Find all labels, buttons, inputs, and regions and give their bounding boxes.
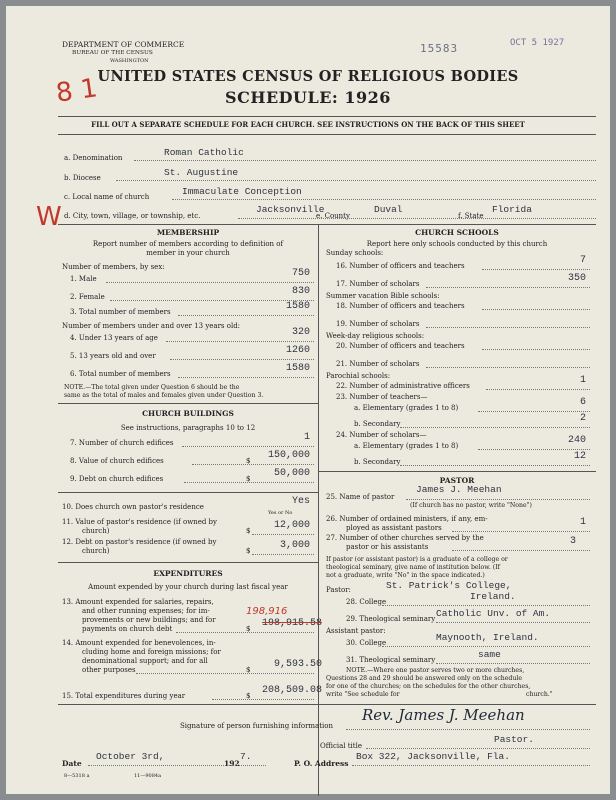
q30-value: Maynooth, Ireland. — [436, 632, 539, 643]
q8-label: 8. Value of church edifices — [70, 457, 164, 465]
q13-value: 198,915.58 — [261, 618, 322, 629]
state-label: f. State — [458, 212, 484, 220]
q20-label: 20. Number of officers and teachers — [336, 342, 465, 350]
q5-label: 5. 13 years old and over — [70, 352, 156, 360]
official-title-label: Official title — [320, 742, 362, 750]
buildings-title: CHURCH BUILDINGS — [142, 409, 234, 418]
q2-value: 830 — [291, 286, 310, 297]
diocese-label: b. Diocese — [64, 174, 101, 182]
q24a-value: 240 — [567, 435, 586, 446]
q9-value: 50,000 — [273, 468, 310, 479]
q2-label: 2. Female — [70, 293, 105, 301]
sunday-label: Sunday schools: — [326, 249, 384, 257]
schedule-title: SCHEDULE: 1926 — [225, 88, 391, 107]
grad-note-2: theological seminary, give name of institution below. (If — [326, 564, 500, 571]
year-prefix: 192 — [224, 759, 240, 768]
q22-label: 22. Number of administrative officers — [336, 382, 470, 390]
dollar-sign: $ — [246, 527, 251, 535]
q14-label-3: denominational support; and for all — [82, 657, 208, 665]
schools-sub: Report here only schools conducted by this church — [366, 240, 548, 248]
q15-label: 15. Total expenditures during year — [62, 692, 186, 700]
weekday-label: Week-day religious schools: — [326, 332, 425, 340]
q21-label: 21. Number of scholars — [336, 360, 420, 368]
q13-label-4: payments on church debt — [82, 625, 173, 633]
q29-label: 29. Theological seminary — [346, 615, 436, 623]
q9-label: 9. Debt on church edifices — [70, 475, 164, 483]
red-mark-w: W — [36, 202, 62, 232]
q17-value: 350 — [567, 273, 586, 284]
q26-label-2: ployed as assistant pastors — [346, 524, 442, 532]
q22-value: 1 — [579, 375, 586, 386]
bureau-label: BUREAU OF THE CENSUS — [72, 50, 153, 56]
dollar-sign: $ — [246, 625, 251, 633]
local-name-label: c. Local name of church — [64, 193, 150, 201]
q6-label: 6. Total number of members — [70, 370, 171, 378]
city-label: WASHINGTON — [110, 58, 149, 64]
expenditures-title: EXPENDITURES — [153, 569, 223, 578]
q27-value: 3 — [569, 536, 576, 547]
q19-label: 19. Number of scholars — [336, 320, 420, 328]
q23a-label: a. Elementary (grades 1 to 8) — [354, 404, 459, 412]
q28-value-1: St. Patrick's College, — [386, 580, 512, 591]
form-number: 8—5318 a — [64, 773, 90, 779]
q11-label-1: 11. Value of pastor's residence (if owned by — [62, 518, 217, 526]
date-value: October 3rd, — [96, 751, 165, 762]
q25-label: 25. Name of pastor — [326, 493, 395, 501]
county-value: Duval — [374, 204, 403, 215]
signature-label: Signature of person furnishing information — [180, 722, 334, 730]
city-value: Jacksonville — [256, 204, 325, 215]
q23a-value: 6 — [579, 397, 586, 408]
by-sex-label: Number of members, by sex: — [62, 263, 165, 271]
county-label: e. County — [316, 212, 350, 220]
expenditures-sub: Amount expended by your church during last fiscal year — [88, 583, 288, 591]
q23-label: 23. Number of teachers— — [336, 393, 428, 401]
dollar-sign: $ — [246, 475, 251, 483]
official-title-value: Pastor. — [494, 734, 534, 745]
q26-value: 1 — [579, 517, 586, 528]
dollar-sign: $ — [246, 692, 251, 700]
q24b-label: b. Secondary — [354, 458, 401, 466]
dept-label: DEPARTMENT OF COMMERCE — [62, 40, 185, 49]
q12-label-1: 12. Debt on pastor's residence (if owned by — [62, 538, 217, 546]
denomination-label: a. Denomination — [64, 154, 123, 162]
dollar-sign: $ — [246, 666, 251, 674]
q3-label: 3. Total number of members — [70, 308, 171, 316]
q11-value: 12,000 — [273, 520, 310, 531]
po-value: Box 322, Jacksonville, Fla. — [356, 751, 510, 762]
grad-note-1: If pastor (or assistant pastor) is a graduate of a college or — [326, 556, 508, 563]
q23b-value: 2 — [579, 413, 586, 424]
assistant-label: Assistant pastor: — [326, 627, 386, 635]
q12-value: 3,000 — [279, 540, 310, 551]
buildings-sub: See instructions, paragraphs 10 to 12 — [120, 424, 256, 432]
q14-value: 9,593.50 — [273, 659, 322, 670]
q6-value: 1580 — [285, 363, 310, 374]
q10-note: Yes or No — [268, 510, 293, 516]
q27-label-1: 27. Number of other churches served by the — [326, 534, 484, 542]
q28-value-2: Ireland. — [470, 591, 516, 602]
q13-label-2: and other running expenses; for im- — [82, 607, 210, 615]
q3-value: 1580 — [285, 301, 310, 312]
pastor-note-4: write "See schedule for — [326, 691, 400, 698]
grad-note-3: not a graduate, write "No" in the space indicated.) — [326, 572, 485, 579]
q8-value: 150,000 — [267, 450, 310, 461]
pastor-note-5: church." — [526, 691, 553, 698]
red-mark-top: 8 1 — [54, 73, 100, 109]
form-number-2: 11—9084a — [134, 773, 162, 779]
pastor-sub-label: Pastor: — [326, 586, 351, 594]
pastor-note-1: NOTE.—Where one pastor serves two or more churches, — [346, 667, 525, 674]
q7-label: 7. Number of church edifices — [70, 439, 174, 447]
vacation-label: Summer vacation Bible schools: — [326, 292, 440, 300]
pastor-note-3: for one of the churches; on the schedules for the other churches, — [326, 683, 531, 690]
q24a-label: a. Elementary (grades 1 to 8) — [354, 442, 459, 450]
q12-label-2: church) — [82, 547, 110, 555]
membership-intro-2: member in your church — [146, 249, 230, 257]
q29-value: Catholic Unv. of Am. — [436, 608, 551, 619]
q28-label: 28. College — [346, 598, 387, 606]
local-name-value: Immaculate Conception — [182, 186, 302, 197]
membership-title: MEMBERSHIP — [156, 228, 220, 237]
q27-label-2: pastor or his assistants — [346, 543, 429, 551]
state-value: Florida — [492, 204, 532, 215]
signature: Rev. James J. Meehan — [362, 706, 525, 724]
po-label: P. O. Address — [294, 759, 349, 768]
q10-label: 10. Does church own pastor's residence — [62, 503, 204, 511]
q17-label: 17. Number of scholars — [336, 280, 420, 288]
q14-label-1: 14. Amount expended for benevolences, in- — [62, 639, 216, 647]
city-label: d. City, town, village, or township, etc. — [64, 212, 201, 220]
diocese-value: St. Augustine — [164, 167, 239, 178]
q26-label-1: 26. Number of ordained ministers, if any, em- — [326, 515, 488, 523]
date-label: Date — [62, 759, 82, 768]
q11-label-2: church) — [82, 527, 110, 535]
membership-intro-1: Report number of members according to definition of — [92, 240, 284, 248]
q31-label: 31. Theological seminary — [346, 656, 436, 664]
q4-value: 320 — [291, 327, 310, 338]
instruction-line: FILL OUT A SEPARATE SCHEDULE FOR EACH CHURCH. SEE INSTRUCTIONS ON THE BACK OF THIS SHEET — [91, 120, 525, 129]
pastor-note-2: Questions 28 and 29 should be answered only on the schedule — [326, 675, 523, 682]
q4-label: 4. Under 13 years of age — [70, 334, 158, 342]
stamp-date: OCT 5 1927 — [510, 38, 565, 48]
q7-value: 1 — [303, 432, 310, 443]
stamp-number: 15583 — [420, 42, 459, 55]
q14-label-2: cluding home and foreign missions; for — [82, 648, 221, 656]
q25-value: James J. Meehan — [416, 484, 502, 495]
census-form-sheet — [6, 6, 610, 794]
form-title: UNITED STATES CENSUS OF RELIGIOUS BODIES — [97, 68, 519, 85]
year-suffix: 7. — [240, 751, 252, 762]
schools-title: CHURCH SCHOOLS — [415, 228, 499, 237]
q25-note: (If church has no pastor, write "None") — [410, 502, 532, 509]
q13-correction: 198,916 — [246, 606, 288, 617]
q16-label: 16. Number of officers and teachers — [336, 262, 465, 270]
q13-label-1: 13. Amount expended for salaries, repairs, — [62, 598, 214, 606]
membership-note-2: same as the total of males and females given under Question 3. — [64, 392, 264, 399]
q5-value: 1260 — [285, 345, 310, 356]
q24b-value: 12 — [573, 451, 586, 462]
age-intro: Number of members under and over 13 years old: — [62, 322, 241, 330]
membership-note-1: NOTE.—The total given under Question 6 should be the — [64, 384, 240, 391]
q1-value: 750 — [291, 268, 310, 279]
q13-label-3: provements or new buildings; and for — [82, 616, 216, 624]
q31-value: same — [478, 649, 501, 660]
q30-label: 30. College — [346, 639, 387, 647]
dollar-sign: $ — [246, 547, 251, 555]
q14-label-4: other purposes — [82, 666, 136, 674]
dollar-sign: $ — [246, 457, 251, 465]
q10-value: Yes — [291, 496, 310, 507]
denomination-value: Roman Catholic — [164, 147, 244, 158]
pastor-title: PASTOR — [439, 476, 475, 485]
q18-label: 18. Number of officers and teachers — [336, 302, 465, 310]
q23b-label: b. Secondary — [354, 420, 401, 428]
q24-label: 24. Number of scholars— — [336, 431, 427, 439]
q1-label: 1. Male — [70, 275, 97, 283]
parochial-label: Parochial schools: — [326, 372, 391, 380]
q15-value: 208,509.08 — [261, 685, 322, 696]
q16-value: 7 — [579, 255, 586, 266]
